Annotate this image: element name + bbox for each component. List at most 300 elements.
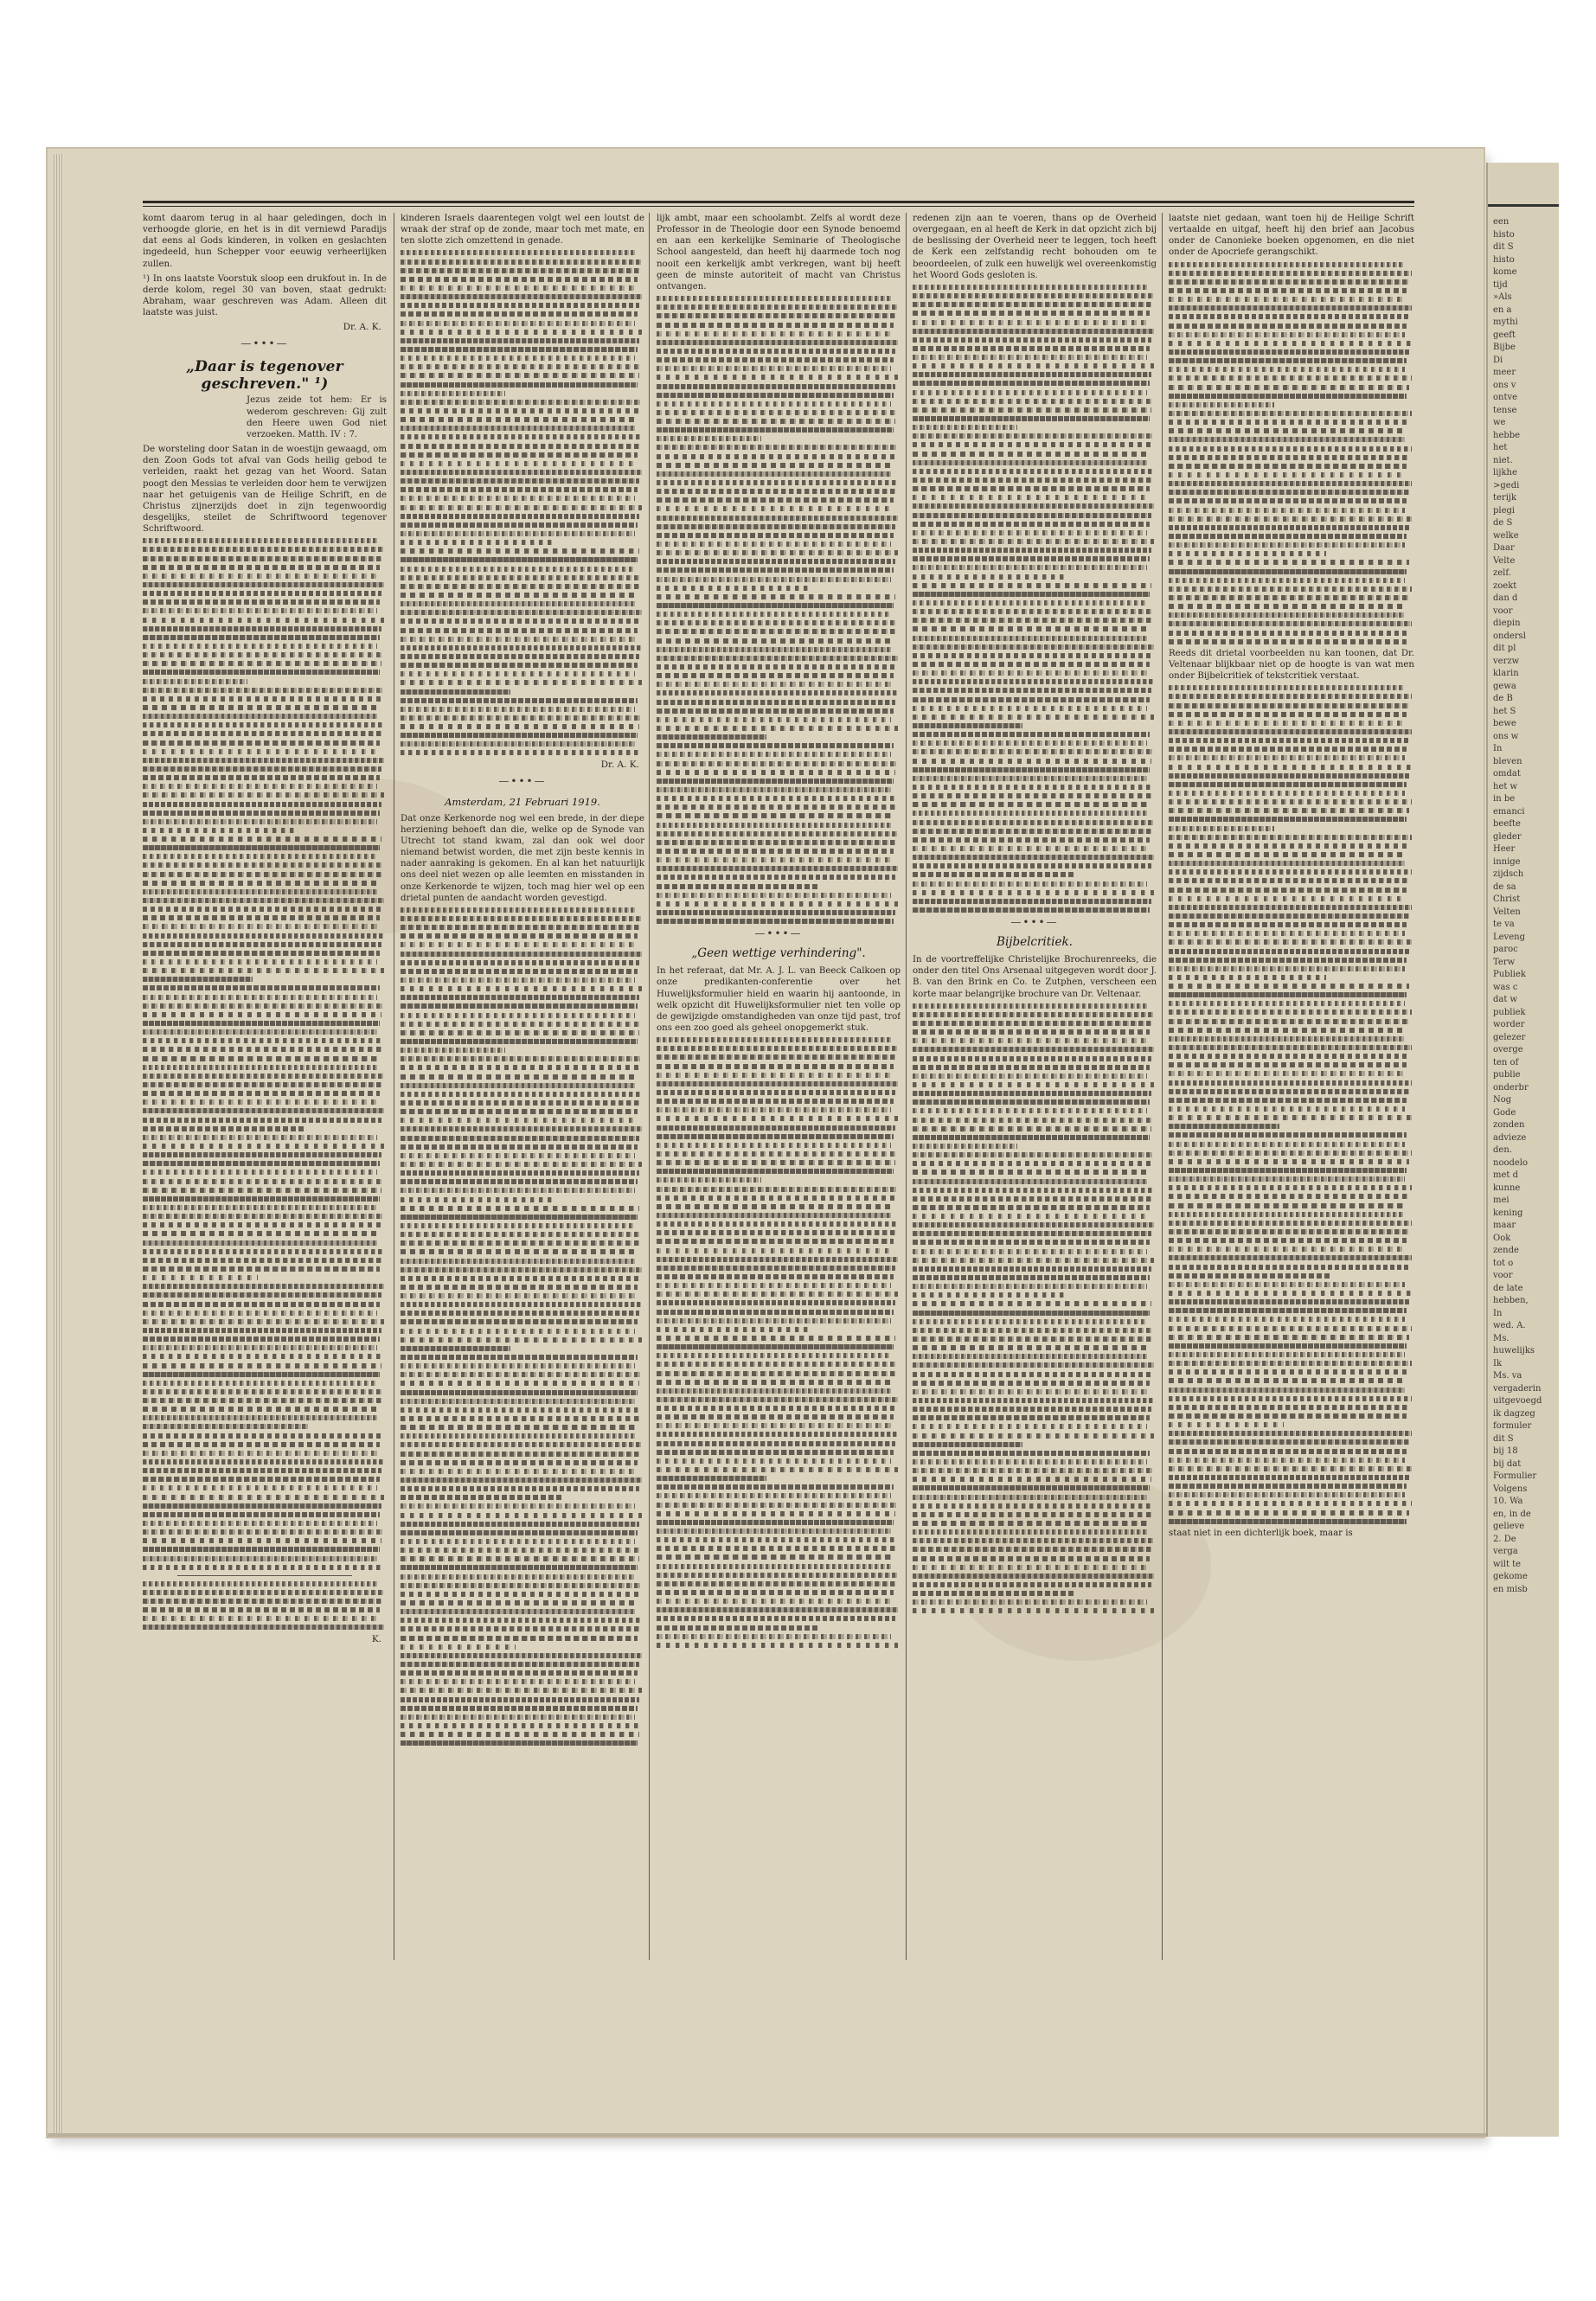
text-line xyxy=(913,1038,1147,1043)
text-line xyxy=(401,1495,561,1500)
text-line xyxy=(143,705,380,710)
text-line xyxy=(913,1240,1150,1245)
text-line xyxy=(401,321,635,326)
text-line xyxy=(143,1581,377,1586)
text-line xyxy=(143,1074,384,1079)
text-line xyxy=(401,1715,635,1720)
text-line xyxy=(143,942,381,947)
text-line xyxy=(913,460,1147,465)
text-line xyxy=(657,901,898,907)
text-line xyxy=(913,416,1150,421)
text-line xyxy=(143,862,384,868)
text-line xyxy=(913,381,1150,386)
text-line xyxy=(913,1118,1154,1123)
text-line xyxy=(657,804,895,810)
text-line xyxy=(913,706,1147,711)
adjacent-page-line: plegi xyxy=(1493,505,1516,516)
column-2 xyxy=(401,213,644,1960)
text-line xyxy=(1169,843,1409,849)
text-line xyxy=(657,410,898,415)
text-line xyxy=(1169,437,1405,442)
text-line xyxy=(143,1222,381,1227)
text-line xyxy=(143,1529,384,1535)
text-line xyxy=(401,1030,639,1035)
text-line xyxy=(401,1556,639,1561)
text-line xyxy=(657,1476,766,1481)
text-line xyxy=(401,733,638,738)
text-line xyxy=(401,1197,556,1202)
text-line xyxy=(657,1318,891,1324)
text-line xyxy=(401,1329,635,1334)
text-line xyxy=(143,556,381,561)
text-line xyxy=(913,1319,1147,1324)
ornament-divider: —•••— xyxy=(240,337,289,350)
text-line xyxy=(143,565,380,570)
adjacent-page-line: ondersl xyxy=(1493,631,1526,641)
signature: Dr. A. K. xyxy=(343,322,381,333)
text-line xyxy=(1169,685,1405,690)
text-line xyxy=(657,1573,898,1578)
adjacent-page-line: het xyxy=(1493,443,1508,452)
adjacent-page-line: »Als xyxy=(1493,292,1512,302)
text-line xyxy=(1169,808,1409,813)
text-line xyxy=(657,1450,894,1455)
text-block xyxy=(143,1581,387,1631)
adjacent-page-line: bij dat xyxy=(1493,1458,1522,1469)
text-line xyxy=(913,1258,1154,1263)
text-line xyxy=(657,506,891,511)
text-line xyxy=(1169,826,1274,831)
text-line xyxy=(143,898,384,903)
text-line xyxy=(143,968,384,973)
adjacent-page-line: de late xyxy=(1493,1283,1523,1293)
text-line xyxy=(143,811,380,816)
text-line xyxy=(913,1179,1147,1184)
adjacent-page-line: mythi xyxy=(1493,317,1518,327)
text-line xyxy=(1169,1106,1405,1112)
text-line xyxy=(657,1221,898,1227)
text-line xyxy=(401,478,639,484)
adjacent-page-line: ik dagzeg xyxy=(1493,1408,1535,1419)
text-line xyxy=(913,1521,1150,1526)
text-line xyxy=(913,522,1150,527)
text-line xyxy=(913,329,1154,334)
text-line xyxy=(1169,1308,1407,1313)
adjacent-page-line: wed. A. xyxy=(1493,1321,1526,1330)
text-line xyxy=(913,1074,1147,1079)
text-line xyxy=(401,1276,639,1281)
text-line xyxy=(913,530,1147,535)
text-line xyxy=(657,620,898,625)
text-line xyxy=(913,1170,1150,1175)
text-line xyxy=(1169,1054,1409,1059)
text-line xyxy=(401,1565,638,1570)
adjacent-page-line: wilt te xyxy=(1493,1559,1522,1569)
text-line xyxy=(657,1362,898,1367)
text-line xyxy=(1169,1439,1409,1445)
text-line xyxy=(1169,604,1407,609)
text-line xyxy=(657,1143,891,1148)
text-line xyxy=(143,985,380,990)
text-line xyxy=(657,1607,898,1612)
adjacent-page-line: voor xyxy=(1493,1271,1513,1280)
adjacent-page-line: niet. xyxy=(1493,455,1513,465)
text-line xyxy=(401,1425,638,1430)
text-line xyxy=(143,881,380,886)
text-line xyxy=(1169,1378,1407,1383)
text-line xyxy=(143,749,377,754)
text-line xyxy=(1169,490,1409,495)
text-line xyxy=(143,1108,384,1113)
text-line xyxy=(401,960,639,965)
text-line xyxy=(401,1136,639,1141)
text-line xyxy=(401,933,638,939)
text-line xyxy=(1169,966,1405,971)
text-line xyxy=(1169,1458,1405,1463)
text-line xyxy=(1169,992,1407,997)
text-line xyxy=(401,1259,635,1264)
text-line xyxy=(913,767,1150,772)
adjacent-page-line: Christ xyxy=(1493,894,1521,904)
text-line xyxy=(913,872,1074,877)
article-body: redenen zijn aan te voeren, thans op de Overheid overgegaan, en al heeft de Kerk in dat opzicht zich bij de beslissing der Overheid neer te leggen, toch heeft de Kerk een zelfstandig recht bohouden om te beoordeelen, of zulk een huwelijk wel overeenkomstig het Woord Gods gesloten is. xyxy=(913,214,1157,280)
text-line xyxy=(1169,1142,1405,1147)
text-line xyxy=(657,1414,894,1420)
text-line xyxy=(1169,516,1412,522)
text-line xyxy=(913,539,1154,544)
adjacent-page-line: Velte xyxy=(1493,555,1516,566)
text-line xyxy=(143,933,384,939)
dateline: Amsterdam, 21 Februari 1919. xyxy=(445,795,600,808)
text-line xyxy=(401,1644,516,1650)
text-line xyxy=(401,1215,638,1220)
article-heading: „Daar is tegenover geschreven." ¹) xyxy=(186,358,343,394)
text-line xyxy=(401,1153,635,1158)
text-line xyxy=(657,1344,894,1349)
text-line xyxy=(657,612,891,617)
text-line xyxy=(913,1547,1151,1552)
text-line xyxy=(401,1618,642,1623)
text-line xyxy=(1169,1203,1407,1208)
adjacent-page-line: bleven xyxy=(1493,756,1522,766)
adjacent-page-line: dat w xyxy=(1493,995,1518,1004)
text-block xyxy=(1169,685,1414,1523)
text-line xyxy=(657,893,891,898)
text-line xyxy=(913,363,1154,369)
text-line xyxy=(143,1389,384,1394)
text-line xyxy=(657,542,891,547)
adjacent-page-line: verzw xyxy=(1493,656,1520,666)
text-line xyxy=(401,1267,642,1272)
text-line xyxy=(913,688,1151,693)
text-line xyxy=(143,1547,380,1552)
text-line xyxy=(657,647,891,652)
text-line xyxy=(913,407,1151,413)
text-line xyxy=(657,1336,895,1341)
text-line xyxy=(143,1407,380,1412)
text-line xyxy=(401,444,639,449)
article-body: In de voortreffelijke Christelijke Brochurenreeks, die onder den titel Ons Arsenaal uitgegeven wordt door J. B. van den Brink en Co. te Zutphen, verscheen een korte maar belangrijke brochure van Dr. Veltenaar. xyxy=(913,955,1157,999)
text-line xyxy=(657,577,891,582)
text-line xyxy=(657,1493,891,1498)
text-line xyxy=(1169,595,1409,600)
text-line xyxy=(401,1469,635,1474)
text-line xyxy=(143,915,380,920)
text-line xyxy=(401,1477,642,1483)
text-line xyxy=(143,1249,384,1254)
text-line xyxy=(401,715,642,721)
text-line xyxy=(1169,358,1407,363)
text-line xyxy=(1169,1194,1409,1199)
text-line xyxy=(143,1477,380,1482)
text-line xyxy=(401,557,638,562)
text-line xyxy=(1169,569,1407,574)
text-line xyxy=(401,1311,639,1316)
text-block xyxy=(401,907,644,1746)
text-line xyxy=(1169,1326,1412,1331)
text-line xyxy=(657,849,894,854)
text-line xyxy=(657,304,898,310)
text-line xyxy=(1169,1071,1405,1076)
text-line xyxy=(1169,481,1412,486)
text-line xyxy=(913,1292,1068,1298)
text-line xyxy=(401,1670,638,1676)
text-line xyxy=(143,758,384,763)
text-line xyxy=(143,1485,377,1490)
text-line xyxy=(657,524,895,529)
text-line xyxy=(401,1636,638,1641)
text-line xyxy=(657,1388,891,1394)
text-line xyxy=(1169,1150,1412,1156)
text-line xyxy=(1169,1405,1409,1410)
adjacent-page-line: gleder xyxy=(1493,831,1522,842)
text-line xyxy=(657,1327,812,1332)
text-line xyxy=(1169,817,1407,822)
text-line xyxy=(913,293,1154,298)
page-bottom-edge xyxy=(48,2133,1487,2137)
text-line xyxy=(1169,411,1412,416)
adjacent-page-line: Terw xyxy=(1493,957,1516,967)
text-line xyxy=(913,1214,1147,1219)
text-line xyxy=(913,355,1147,360)
adjacent-page-line: vergaderin xyxy=(1493,1383,1542,1394)
text-line xyxy=(1169,1168,1407,1173)
adjacent-page-line: terijk xyxy=(1493,493,1517,503)
text-line xyxy=(657,296,891,301)
text-line xyxy=(1169,1466,1412,1471)
text-line xyxy=(657,1300,895,1305)
text-line xyxy=(401,567,635,572)
text-line xyxy=(401,601,635,606)
text-line xyxy=(657,1037,891,1042)
text-line xyxy=(401,470,642,475)
text-line xyxy=(401,575,642,580)
adjacent-page-line: tense xyxy=(1493,405,1517,415)
text-line xyxy=(401,1513,642,1518)
text-line xyxy=(657,463,894,468)
text-line xyxy=(401,1679,635,1684)
text-line xyxy=(143,626,381,631)
text-line xyxy=(401,610,642,615)
adjacent-page-line: de S xyxy=(1493,518,1513,528)
adjacent-page-line: Heer xyxy=(1493,844,1516,854)
text-line xyxy=(1169,578,1405,583)
article-heading: „Geen wettige verhindering". xyxy=(691,946,866,961)
text-line xyxy=(143,670,380,675)
adjacent-page-line: Ik xyxy=(1493,1358,1503,1368)
text-line xyxy=(401,294,642,299)
text-line xyxy=(401,1460,638,1465)
paragraph: kinderen Israels daarentegen volgt wel een loutst de wraak der straf op de zonde, maar toch met mate, en ten slotte zich omzettend in genade. xyxy=(401,214,644,247)
text-line xyxy=(913,469,1154,474)
text-line xyxy=(1169,367,1405,372)
text-line xyxy=(913,1407,1151,1412)
text-line xyxy=(401,925,639,930)
text-line xyxy=(1169,765,1412,770)
text-line xyxy=(1169,508,1405,513)
adjacent-page-line: Formulier xyxy=(1493,1471,1537,1481)
text-line xyxy=(1169,324,1407,329)
text-line xyxy=(913,1301,1151,1306)
text-line xyxy=(657,357,894,362)
text-line xyxy=(657,857,891,862)
text-line xyxy=(401,277,638,282)
text-line xyxy=(913,837,1150,843)
text-line xyxy=(657,1107,891,1112)
text-line xyxy=(401,995,639,1000)
text-line xyxy=(401,1118,635,1123)
text-line xyxy=(913,636,1147,641)
column-4 xyxy=(913,213,1157,1960)
text-line xyxy=(1169,542,1405,548)
adjacent-page-line: zende xyxy=(1493,1246,1519,1255)
text-line xyxy=(657,559,895,564)
adjacent-page-line: kening xyxy=(1493,1208,1523,1218)
text-line xyxy=(143,1240,377,1246)
text-line xyxy=(913,749,1154,754)
text-line xyxy=(913,1205,1150,1210)
text-line xyxy=(1169,1291,1412,1296)
text-line xyxy=(657,1467,898,1472)
adjacent-page-line: tijd xyxy=(1493,279,1508,290)
text-line xyxy=(143,1503,381,1509)
text-line xyxy=(1169,428,1407,433)
text-line xyxy=(143,591,381,596)
text-line xyxy=(913,592,1150,597)
adjacent-page-line: zoekt xyxy=(1493,580,1517,591)
text-line xyxy=(913,1082,1154,1087)
signature: K. xyxy=(371,1633,381,1644)
text-line xyxy=(1169,534,1407,539)
text-line xyxy=(913,583,1151,588)
article-body: Reeds dit drietal voorbeelden nu kan toonen, dat Dr. Veltenaar blijkbaar niet op de hoogte is van wat men onder Bijbelcritiek of tekstcritiek verstaat. xyxy=(1169,648,1414,682)
text-line xyxy=(143,1275,258,1280)
adjacent-page-line: ontve xyxy=(1493,393,1518,402)
text-line xyxy=(1169,975,1326,980)
text-line xyxy=(143,1144,384,1149)
text-line xyxy=(913,653,1151,658)
text-line xyxy=(401,1162,642,1167)
text-line xyxy=(913,1152,1154,1157)
text-line xyxy=(913,1012,1154,1017)
text-line xyxy=(401,1240,639,1246)
article-body: staat niet in een dichterlijk boek, maar is xyxy=(1169,1528,1353,1538)
text-line xyxy=(401,1232,642,1237)
text-line xyxy=(657,813,894,818)
text-line xyxy=(657,629,895,634)
text-line xyxy=(401,514,639,519)
adjacent-page-line: innige xyxy=(1493,856,1521,867)
text-line xyxy=(913,433,1154,439)
text-line xyxy=(913,1485,1150,1490)
text-line xyxy=(657,1564,891,1569)
text-line xyxy=(1169,852,1407,857)
text-line xyxy=(1169,551,1326,556)
adjacent-page-line: den. xyxy=(1493,1145,1512,1155)
text-line xyxy=(1169,1036,1405,1042)
text-line xyxy=(143,1345,377,1350)
text-line xyxy=(913,399,1154,404)
text-line xyxy=(401,1249,638,1254)
text-line xyxy=(913,337,1151,343)
signature: Dr. A. K. xyxy=(600,759,639,770)
adjacent-page-line: ons v xyxy=(1493,380,1516,390)
footnote: ¹) In ons laatste Voorstuk sloop een drukfout in. In de derde kolom, regel 30 van boven, staat gedrukt: Abraham, waar geschreven was Adam. Alleen dit laatste was juist. xyxy=(143,273,387,318)
text-line xyxy=(657,340,898,345)
text-line xyxy=(1169,1124,1279,1129)
text-line xyxy=(657,594,895,599)
text-line xyxy=(657,1546,895,1551)
text-line xyxy=(1169,394,1407,399)
text-line xyxy=(913,1442,1022,1447)
text-line xyxy=(401,268,639,273)
text-line xyxy=(913,740,1147,746)
text-line xyxy=(913,452,1150,457)
text-line xyxy=(401,338,639,343)
text-line xyxy=(657,1054,895,1060)
text-line xyxy=(143,872,381,877)
text-line xyxy=(657,489,895,494)
text-line xyxy=(401,1056,642,1061)
text-line xyxy=(913,1381,1150,1386)
adjacent-page-line: publiek xyxy=(1493,1007,1526,1017)
text-line xyxy=(401,707,635,712)
text-line xyxy=(143,845,380,850)
text-line xyxy=(401,285,635,291)
text-line xyxy=(1169,631,1409,636)
text-line xyxy=(1169,1221,1412,1226)
text-line xyxy=(143,1319,384,1324)
text-line xyxy=(657,331,891,336)
text-line xyxy=(143,1625,384,1630)
text-line xyxy=(401,1092,642,1097)
text-line xyxy=(657,1266,895,1271)
text-line xyxy=(143,679,247,684)
text-line xyxy=(401,1346,510,1351)
text-line xyxy=(401,1548,642,1553)
text-line xyxy=(913,662,1150,667)
text-line xyxy=(657,875,895,880)
adjacent-page-line: was c xyxy=(1493,982,1518,992)
text-line xyxy=(143,1231,380,1236)
text-line xyxy=(143,574,377,579)
text-line xyxy=(657,779,894,784)
text-line xyxy=(401,741,635,747)
adjacent-page-line: en, in de xyxy=(1493,1509,1531,1519)
text-line xyxy=(657,1371,895,1376)
text-line xyxy=(657,726,898,731)
text-line xyxy=(1169,922,1407,927)
